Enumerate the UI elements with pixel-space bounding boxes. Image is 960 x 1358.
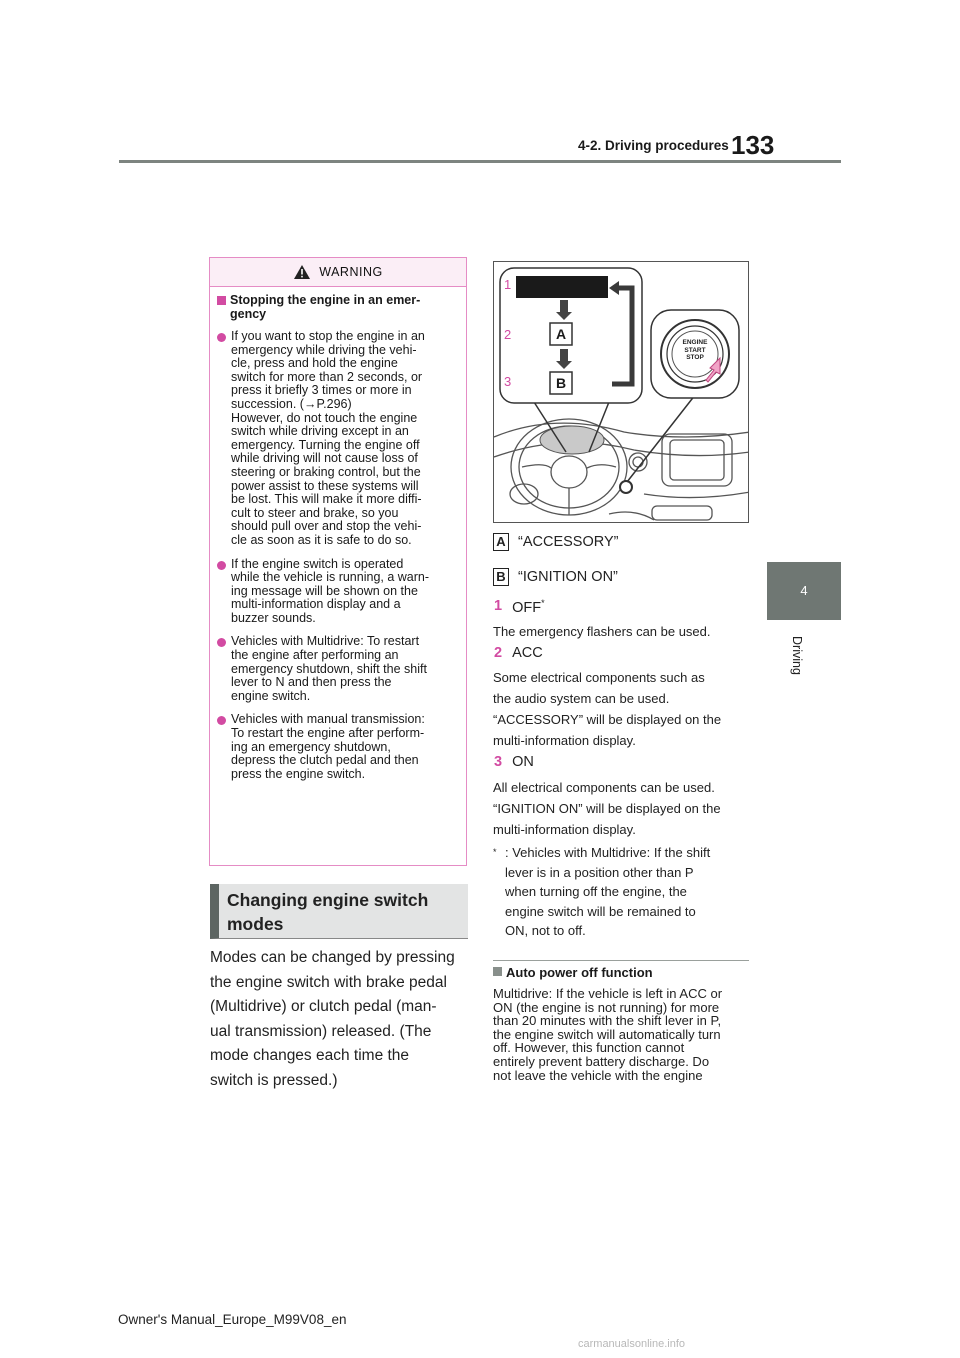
mode-on: 3 ON bbox=[494, 754, 534, 770]
chapter-tab[interactable]: 4 bbox=[767, 562, 841, 620]
figure-step-3: 3 bbox=[504, 374, 512, 389]
separator bbox=[493, 960, 749, 961]
letter-box: A bbox=[493, 533, 509, 551]
warning-heading: Stopping the engine in an emer- gency bbox=[217, 293, 456, 321]
auto-power-heading: Auto power off function bbox=[493, 965, 653, 980]
footnote: * : Vehicles with Multidrive: If the shift lever is in a position other than P when turning off the engine, the engine switch will be remained to ON, not to off. bbox=[493, 845, 711, 938]
footer-text: Owner's Manual_Europe_M99V08_en bbox=[118, 1312, 347, 1327]
warning-triangle-icon bbox=[293, 264, 311, 280]
page-number: 133 bbox=[731, 130, 775, 160]
engine-switch-figure bbox=[493, 261, 749, 523]
legend-item-b: B “IGNITION ON” bbox=[493, 568, 618, 586]
warning-item: Vehicles with Multidrive: To restart the engine after performing an emergency shutdown, shift the shift lever to N and then press the engine switch. bbox=[217, 635, 456, 703]
section-title: 4-2. Driving procedures bbox=[578, 138, 729, 153]
section-heading: Changing engine switch modes bbox=[227, 890, 429, 934]
section-paragraph: Modes can be changed by pressing the engine switch with brake pedal (Multidrive) or clutch pedal (man- ual transmission) released. (The mode changes each time the switch is pressed.) bbox=[210, 949, 455, 1089]
dashboard-illustration bbox=[494, 262, 749, 523]
letter-box: B bbox=[493, 568, 509, 586]
figure-step-2: 2 bbox=[504, 327, 512, 342]
mode-off-desc: The emergency flashers can be used. bbox=[493, 624, 711, 639]
round-bullet-icon bbox=[217, 561, 226, 570]
mode-acc: 2 ACC bbox=[494, 645, 543, 661]
watermark: carmanualsonline.info bbox=[578, 1338, 686, 1350]
warning-title: WARNING bbox=[319, 265, 383, 279]
warning-item: Vehicles with manual transmission: To restart the engine after perform- ing an emergency shutdown, depress the clutch pedal and then press the engine switch. bbox=[217, 713, 456, 781]
auto-power-body: Multidrive: If the vehicle is left in ACC or ON (the engine is not running) for more than 20 minutes with the shift lever in P, the engine switch will automatically turn off. However, this function cannot entirely prevent battery discharge. Do not leave the vehicle with the engine bbox=[493, 986, 723, 1083]
square-bullet-icon bbox=[493, 967, 502, 976]
square-bullet-icon bbox=[217, 296, 226, 305]
engine-button-label: ENGINE START STOP bbox=[682, 339, 708, 361]
figure-step-1: 1 bbox=[504, 277, 512, 292]
warning-item: If you want to stop the engine in an emergency while driving the vehi- cle, press and hold the engine switch for more than 2 seconds, or press it briefly 3 times or more in succession. (→P.296) However, do not touch the engine switch while driving except in an emergency. Turning the engine off while driving will not cause loss of steering or braking control, but the power assist to these systems will be lost. This will make it more diffi- cult to steer and brake, so you should pull over and stop the vehi- cle as soon as it is safe to do so. bbox=[217, 330, 456, 548]
warning-item: If the engine switch is operated while the vehicle is running, a warn- ing message will be shown on the multi-information display and a buzzer sounds. bbox=[217, 558, 456, 626]
section-heading-box bbox=[210, 884, 468, 939]
round-bullet-icon bbox=[217, 638, 226, 647]
figure-box-b: B bbox=[556, 375, 567, 391]
figure-box-a: A bbox=[556, 326, 567, 342]
mode-on-desc: All electrical components can be used. “IGNITION ON” will be displayed on the multi-information display. bbox=[493, 780, 721, 837]
warning-header bbox=[210, 258, 466, 287]
warning-body bbox=[210, 287, 466, 781]
warning-box bbox=[209, 257, 467, 866]
round-bullet-icon bbox=[217, 333, 226, 342]
mode-acc-desc: Some electrical components such as the audio system can be used. “ACCESSORY” will be displayed on the multi-information display. bbox=[493, 670, 722, 748]
header-rule bbox=[119, 160, 841, 163]
round-bullet-icon bbox=[217, 716, 226, 725]
mode-off: 1 OFF* bbox=[494, 598, 545, 616]
chapter-label: Driving bbox=[790, 636, 804, 675]
legend-item-a: A “ACCESSORY” bbox=[493, 533, 618, 551]
